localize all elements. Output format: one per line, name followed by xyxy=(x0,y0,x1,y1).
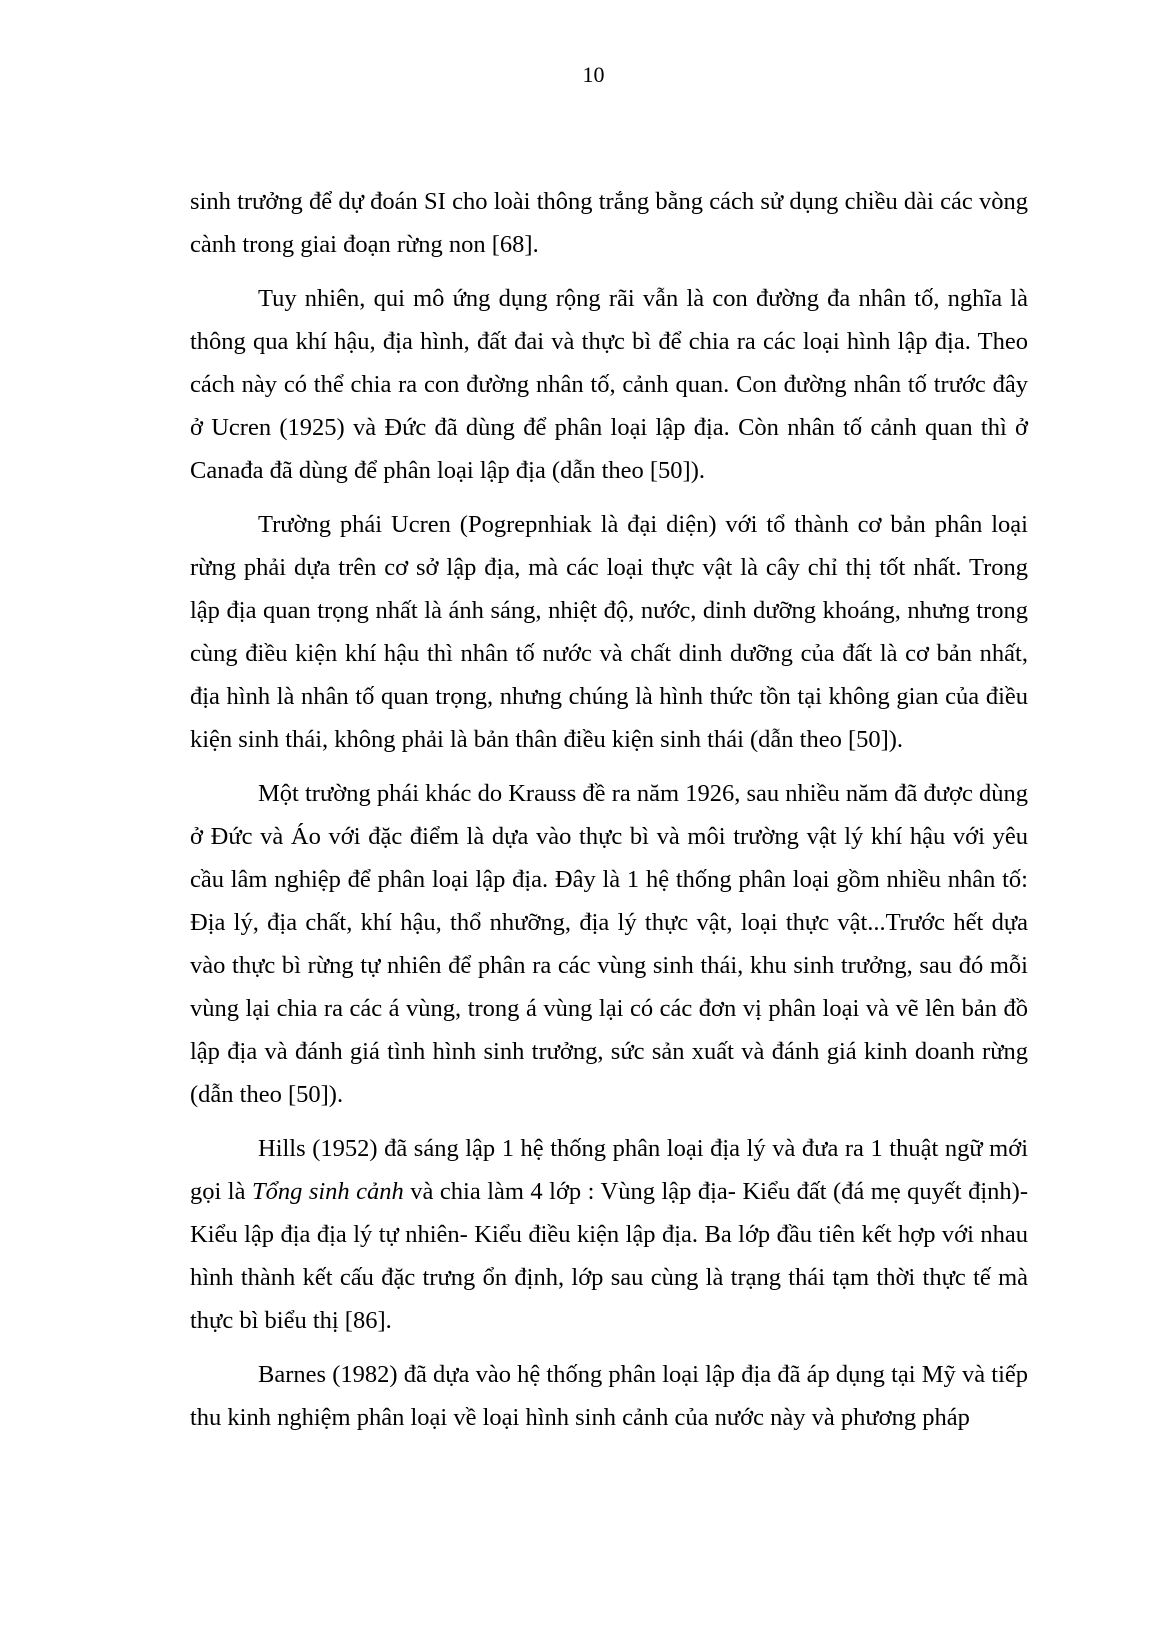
paragraph-multifactor-approach: Tuy nhiên, qui mô ứng dụng rộng rãi vẫn là con đường đa nhân tố, nghĩa là thông qua khí hậu, địa hình, đất đai và thực bì để chia ra các loại hình lập địa. Theo cách này có thể chia ra con đường nhân tố, cảnh quan. Con đường nhân tố trước đây ở Ucren (1925) và Đức đã dùng để phân loại lập địa. Còn nhân tố cảnh quan thì ở Canađa đã dùng để phân loại lập địa (dẫn theo [50]). xyxy=(190,285,1028,484)
paragraph-barnes-system: Barnes (1982) đã dựa vào hệ thống phân loại lập địa đã áp dụng tại Mỹ và tiếp thu kinh nghiệm phân loại về loại hình sinh cảnh của nước này và phương pháp xyxy=(190,1361,1028,1431)
hills-text-after: và chia làm 4 lớp : Vùng lập địa- Kiểu đất (đá mẹ quyết định)- Kiểu lập địa địa lý tự nhiên- Kiểu điều kiện lập địa. Ba lớp đầu tiên kết hợp với nhau hình thành kết cấu đặc trưng ổn định, lớp sau cùng là trạng thái tạm thời thực tế mà thực bì biểu thị [86]. xyxy=(190,1178,1028,1334)
page-number: 10 xyxy=(582,62,605,87)
paragraph-krauss-school: Một trường phái khác do Krauss đề ra năm 1926, sau nhiều năm đã được dùng ở Đức và Áo với đặc điểm là dựa vào thực bì và môi trường vật lý khí hậu với yêu cầu lâm nghiệp để phân loại lập địa. Đây là 1 hệ thống phân loại gồm nhiều nhân tố: Địa lý, địa chất, khí hậu, thổ nhưỡng, địa lý thực vật, loại thực vật...Trước hết dựa vào thực bì rừng tự nhiên để phân ra các vùng sinh thái, khu sinh trưởng, sau đó mỗi vùng lại chia ra các á vùng, trong á vùng lại có các đơn vị phân loại và vẽ lên bản đồ lập địa và đánh giá tình hình sinh trưởng, sức sản xuất và đánh giá kinh doanh rừng (dẫn theo [50]). xyxy=(190,780,1028,1108)
paragraph-hills-system xyxy=(190,1127,1028,1342)
document-body xyxy=(190,180,1028,1450)
paragraph-continuation: sinh trưởng để dự đoán SI cho loài thông trắng bằng cách sử dụng chiều dài các vòng cành trong giai đoạn rừng non [68]. xyxy=(190,188,1028,258)
hills-italic-term: Tổng sinh cảnh xyxy=(251,1178,404,1205)
paragraph-ucren-school: Trường phái Ucren (Pogrepnhiak là đại diện) với tổ thành cơ bản phân loại rừng phải dựa trên cơ sở lập địa, mà các loại thực vật là cây chỉ thị tốt nhất. Trong lập địa quan trọng nhất là ánh sáng, nhiệt độ, nước, dinh dưỡng khoáng, nhưng trong cùng điều kiện khí hậu thì nhân tố nước và chất dinh dưỡng của đất là cơ bản nhất, địa hình là nhân tố quan trọng, nhưng chúng là hình thức tồn tại không gian của điều kiện sinh thái, không phải là bản thân điều kiện sinh thái (dẫn theo [50]). xyxy=(190,511,1028,753)
hills-text-before: Hills (1952) đã sáng lập 1 hệ thống phân loại địa lý và đưa ra 1 thuật ngữ mới gọi là xyxy=(190,1135,1028,1205)
